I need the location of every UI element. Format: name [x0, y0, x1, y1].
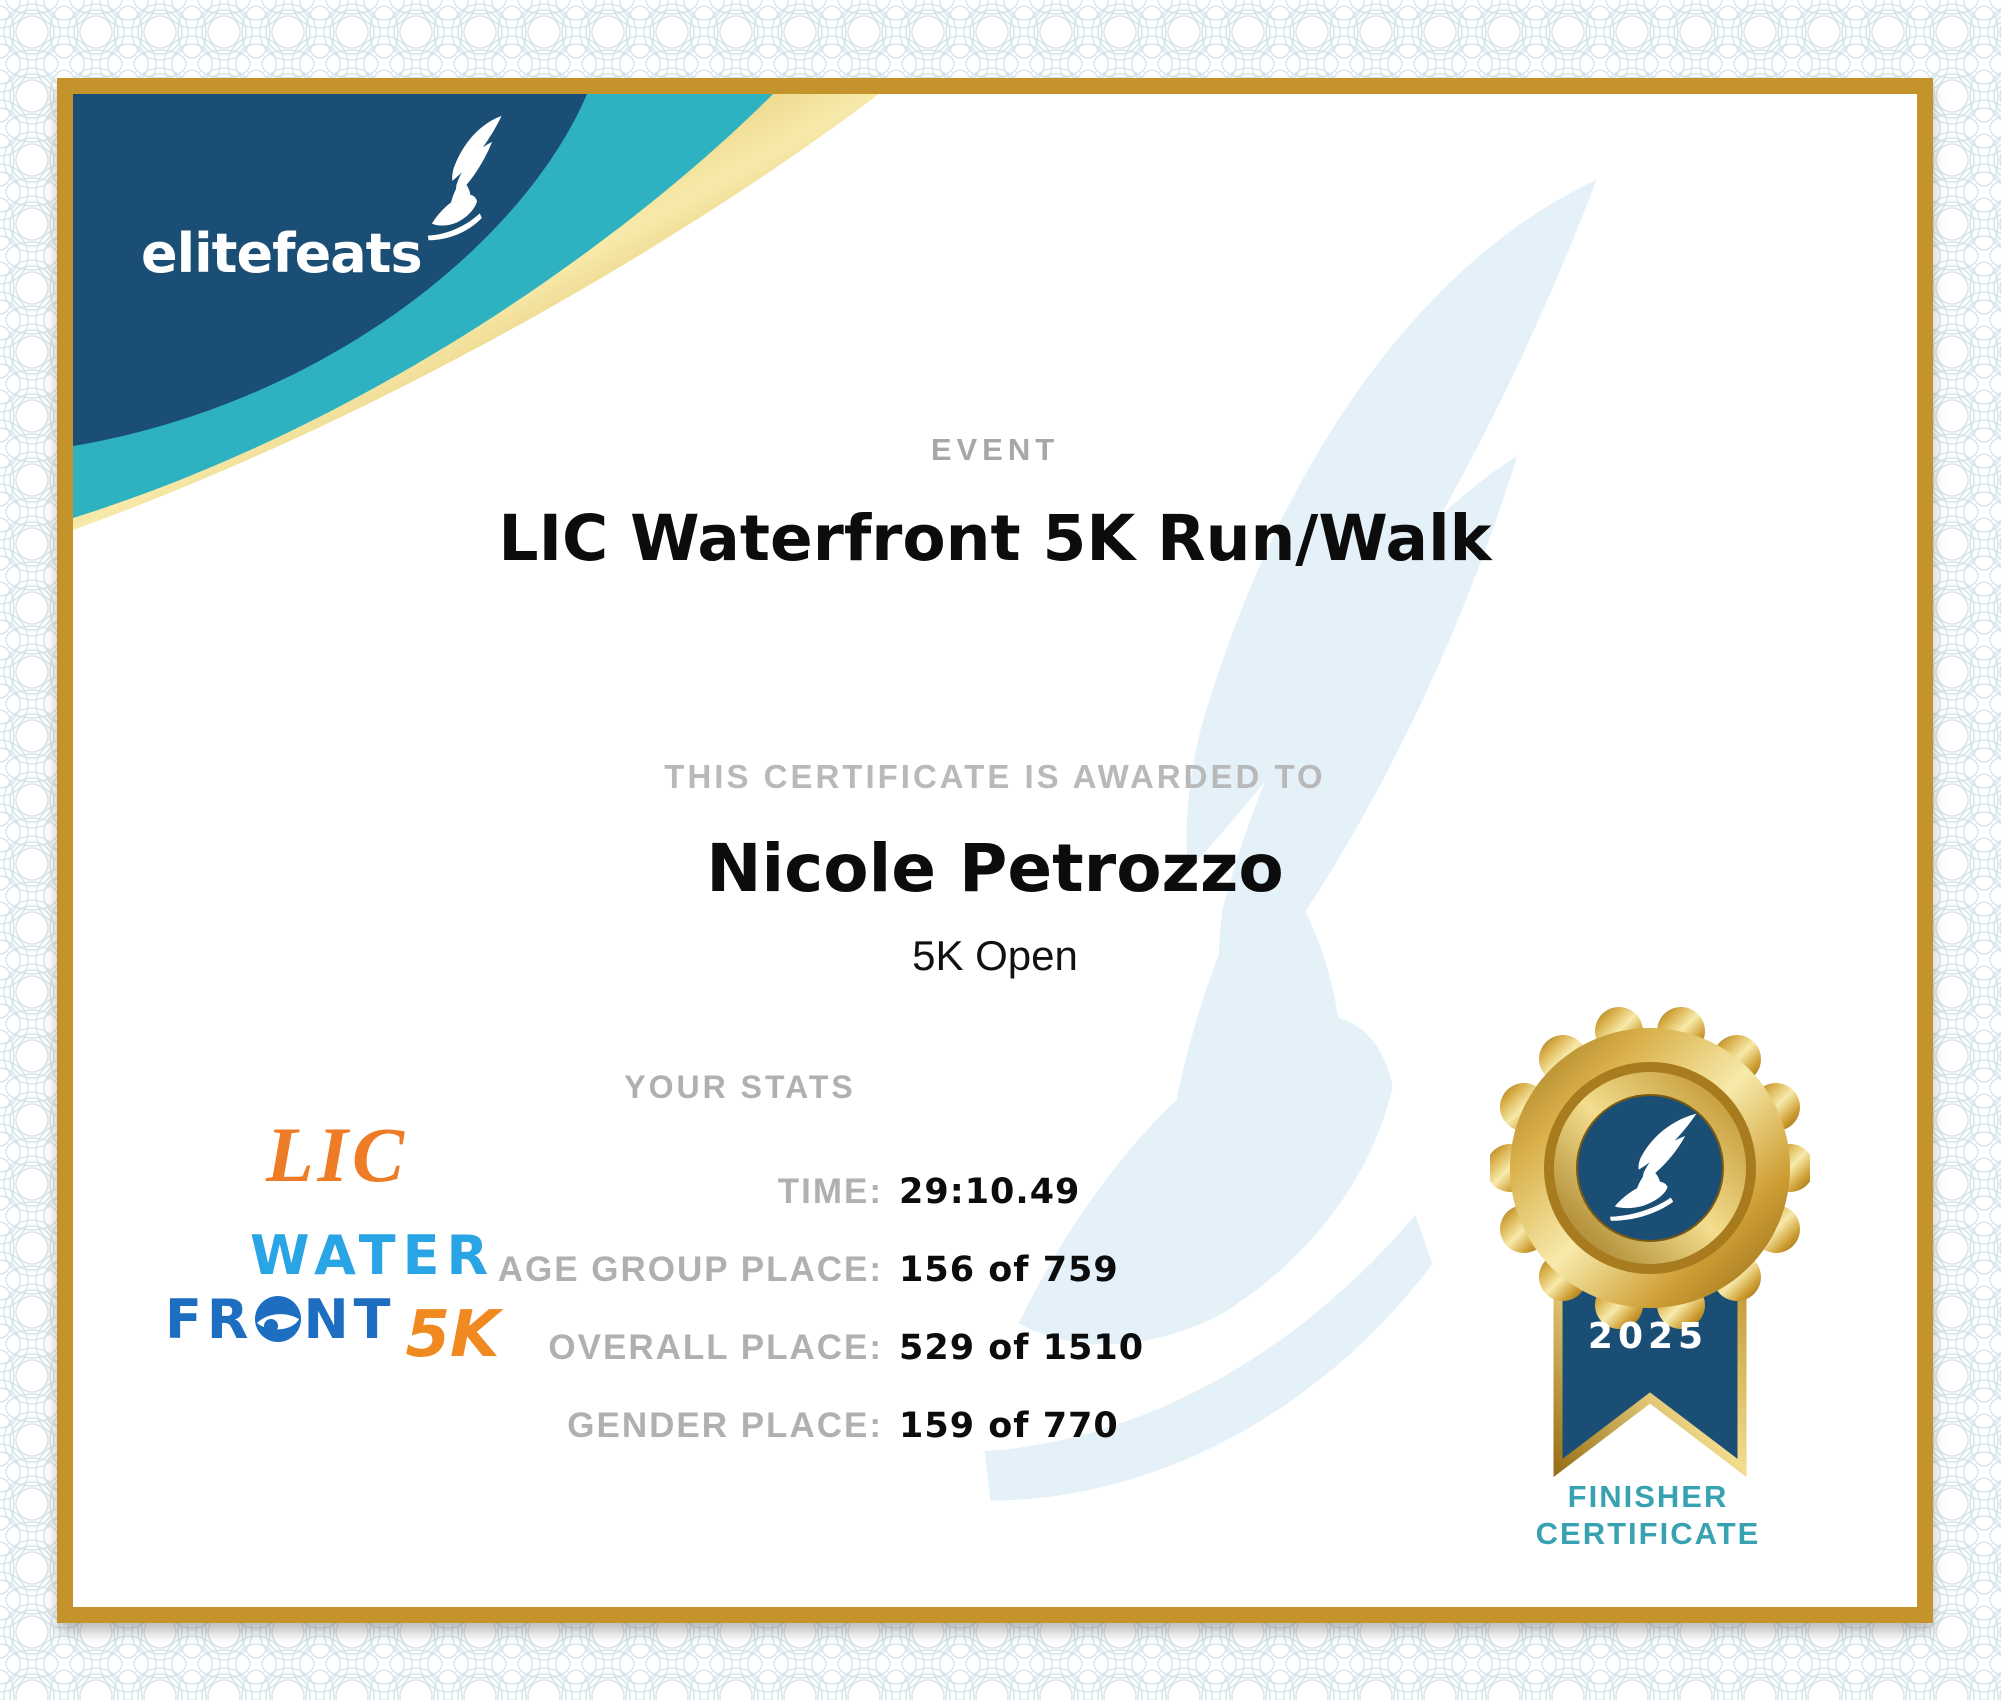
event-name: LIC Waterfront 5K Run/Walk [498, 502, 1492, 575]
stat-label: GENDER PLACE: [567, 1406, 883, 1445]
waterfront-logo-front-right: NT [303, 1287, 396, 1351]
event-label: EVENT [930, 432, 1060, 467]
recipient-name: Nicole Petrozzo [706, 830, 1284, 907]
lic-logo-text: LIC [265, 1111, 409, 1198]
waterfront-logo-front-left: FR [165, 1287, 254, 1351]
winged-foot-icon [421, 114, 503, 244]
waterfront-logo-water: WATER [250, 1224, 496, 1287]
badge-caption-line2: CERTIFICATE [1535, 1516, 1761, 1551]
stat-label: TIME: [777, 1172, 883, 1211]
waterfront-logo-distance: 5K [405, 1298, 500, 1372]
brand-logo-text: elitefeats [141, 222, 422, 285]
award-caption: THIS CERTIFICATE IS AWARDED TO [664, 758, 1326, 795]
rosette-medal-icon [1490, 1000, 1810, 1480]
water-ball-icon [255, 1296, 301, 1342]
stat-value: 29:10.49 [899, 1172, 1081, 1212]
certificate-frame [57, 78, 1933, 1623]
badge-caption [1468, 1478, 1828, 1552]
stat-label: AGE GROUP PLACE: [497, 1250, 883, 1289]
division-name: 5K Open [912, 932, 1078, 979]
badge-year: 2025 [1587, 1316, 1709, 1357]
stat-label: OVERALL PLACE: [548, 1328, 883, 1367]
stats-heading: YOUR STATS [624, 1069, 856, 1105]
header-swoosh [73, 94, 1203, 564]
waterfront-logo-front-row [165, 1282, 500, 1372]
stat-value: 156 of 759 [899, 1250, 1119, 1290]
stat-value: 159 of 770 [899, 1406, 1119, 1446]
badge-caption-line1: FINISHER [1567, 1479, 1729, 1514]
stat-value: 529 of 1510 [899, 1328, 1145, 1368]
